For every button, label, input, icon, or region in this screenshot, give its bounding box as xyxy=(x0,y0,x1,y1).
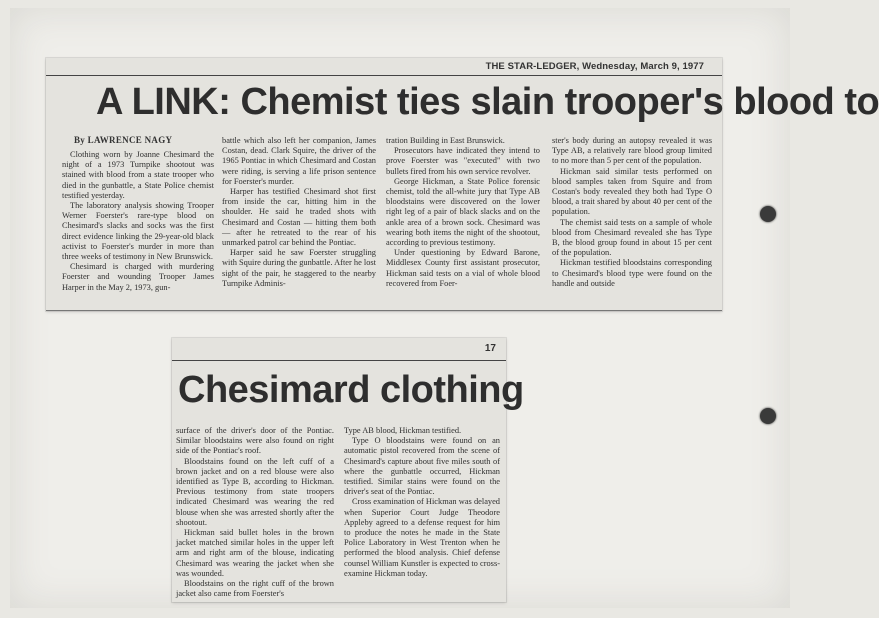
paragraph: Prosecutors have indicated they intend to prove Foerster was "executed" with two bullets fired from his own service revolver. xyxy=(386,146,540,176)
paragraph: Bloodstains found on the left cuff of a brown jacket and on a red blouse were also identified as Type B, according to Hickman. Previous testimony from state troopers indicated Chesimard was wearing the red blouse when she was arrested shortly after the shootout. xyxy=(176,456,334,527)
paragraph: George Hickman, a State Police forensic chemist, told the all-white jury that Type AB bloodstains were discovered on the lower right leg of a pair of black slacks and on the ankle area of a brown sock. Chesimard was wearing both items the night of the shootout, according to previous testimony. xyxy=(386,176,540,248)
article-column-4 xyxy=(552,136,712,289)
paragraph: Harper has testified Chesimard shot first from inside the car, hitting him in the shoulder. He said he traded shots with Chesimard and Costan — hitting them both — after he retreated to the rear of his unmarked patrol car behind the Pontiac. xyxy=(222,187,376,248)
headline-top: A LINK: Chemist ties slain trooper's blood to xyxy=(96,81,879,123)
page-rule xyxy=(172,360,506,361)
paragraph: The chemist said tests on a sample of whole blood from Chesimard revealed she has Type B, the blood group found in about 15 per cent of the population. xyxy=(552,217,712,258)
paragraph: surface of the driver's door of the Pontiac. Similar bloodstains were also found on right side of the Pontiac's roof. xyxy=(176,426,334,456)
byline: By LAWRENCE NAGY xyxy=(74,135,173,145)
article-clipping-top xyxy=(46,58,879,311)
masthead: THE STAR-LEDGER, Wednesday, March 9, 1977 xyxy=(485,61,704,72)
paragraph: Cross examination of Hickman was delayed when Superior Court Judge Theodore Appleby agreed to a defense request for him to produce the notes he made in the State Police Laboratory in West Trenton when he performed the blood analysis. Chief defense counsel William Kunstler is expected to cross-examine Hickman today. xyxy=(344,497,500,578)
paragraph: Hickman testified bloodstains corresponding to Chesimard's blood type were found on the handle and outside xyxy=(552,258,712,288)
paragraph: Clothing worn by Joanne Chesimard the night of a 1973 Turnpike shootout was stained with blood from a state trooper who died in the gunbattle, a State Police chemist testified yesterday. xyxy=(62,150,214,200)
article-clipping-bottom xyxy=(172,338,524,602)
paragraph: battle which also left her companion, James Costan, dead. Clark Squire, the driver of the 1965 Pontiac in which Chesimard and Costan were riding, is serving a life prison sentence for Foerster's murder. xyxy=(222,136,376,186)
binder-hole-top xyxy=(760,206,776,222)
paragraph: Bloodstains on the right cuff of the brown jacket also came from Foerster's xyxy=(176,579,334,599)
paragraph: The laboratory analysis showing Trooper Werner Foerster's rare-type blood on Chesimard's slacks and socks was the first direct evidence linking the 29-year-old black activist to Foerster's murder in more than three weeks of testimony in New Brunswick. xyxy=(62,201,214,262)
binder-hole-bottom xyxy=(760,408,776,424)
paragraph: ster's body during an autopsy revealed it was Type AB, a relatively rare blood group limited to no more than 5 per cent of the population. xyxy=(552,136,712,166)
paragraph: Hickman said bullet holes in the brown jacket matched similar holes in the upper left arm and right arm of the blouse, indicating Chesimard was wearing the jacket when she was wounded. xyxy=(176,528,334,578)
paragraph: Under questioning by Edward Barone, Middlesex County first assistant prosecutor, Hickman said tests on a vial of whole blood recovered from Foer- xyxy=(386,248,540,288)
paragraph: Chesimard is charged with murdering Foerster and wounding Trooper James Harper in the May 2, 1973, gun- xyxy=(62,262,214,292)
paragraph: Hickman said similar tests performed on blood samples taken from Squire and from Costan's body revealed they both had Type O blood, a trait shared by about 40 per cent of the population. xyxy=(552,166,712,217)
page-number: 17 xyxy=(484,343,496,354)
paragraph: Type AB blood, Hickman testified. xyxy=(344,426,462,435)
article-column-3 xyxy=(386,136,540,289)
paragraph: Harper said he saw Foerster struggling with Squire during the gunbattle. After he lost sight of the pair, he staggered to the nearby Turnpike Adminis- xyxy=(222,248,376,288)
paragraph: tration Building in East Brunswick. xyxy=(386,136,505,145)
paragraph: Type O bloodstains were found on an automatic pistol recovered from the scene of Chesimard's capture about five miles south of where the gunbattle occurred, Hickman testified. Similar stains were found on the driver's seat of the Pontiac. xyxy=(344,436,500,497)
article-column-2 xyxy=(222,136,376,289)
article-column-5 xyxy=(176,426,334,599)
article-column-1 xyxy=(62,150,214,293)
headline-bottom: Chesimard clothing xyxy=(178,369,524,411)
masthead-rule xyxy=(46,75,722,76)
article-column-6 xyxy=(344,426,500,579)
